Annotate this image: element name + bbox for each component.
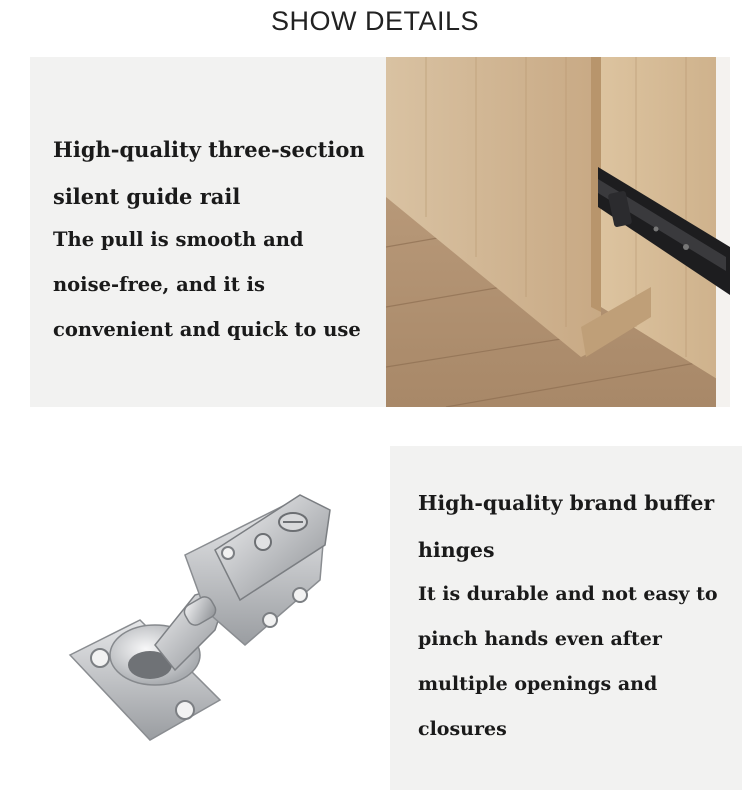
- drawer-slide-rail-image: [386, 57, 730, 407]
- cabinet-hinge-image: [55, 470, 355, 770]
- drawer-slide-rail-photo: [386, 57, 730, 407]
- guide-rail-description: The pull is smooth and noise-free, and it is convenient and quick to use: [53, 228, 361, 341]
- guide-rail-text: [53, 126, 373, 352]
- hinges-heading: High-quality brand buffer hinges: [418, 491, 715, 562]
- cabinet-hinge-photo: [55, 470, 355, 770]
- page-title: SHOW DETAILS: [270, 6, 480, 36]
- hinges-text: [418, 480, 738, 752]
- hinges-description: It is durable and not easy to pinch hands even after multiple openings and closures: [418, 583, 718, 740]
- guide-rail-heading: High-quality three-section silent guide rail: [53, 137, 365, 209]
